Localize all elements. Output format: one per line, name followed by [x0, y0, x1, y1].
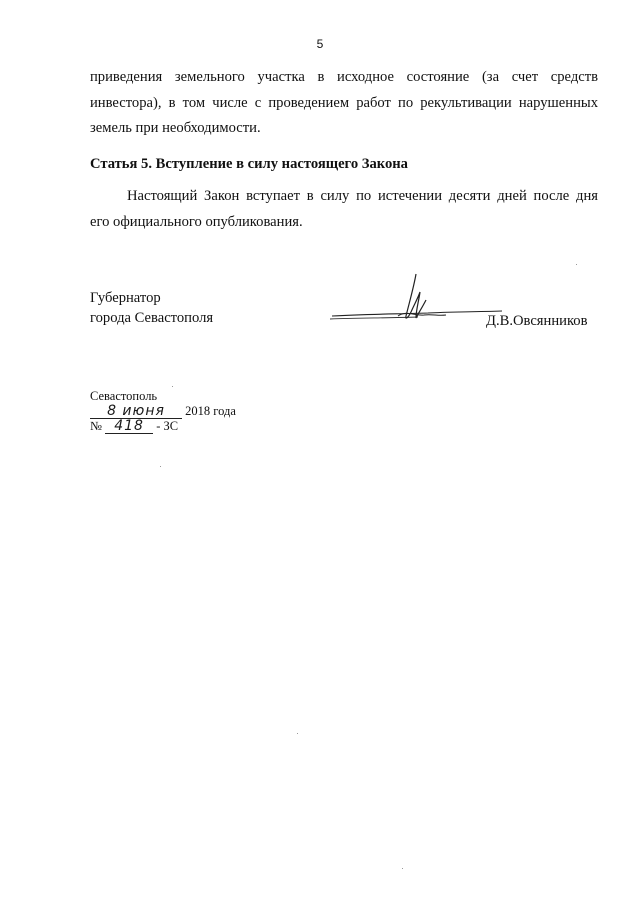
- scan-speck: [160, 466, 161, 467]
- scan-speck: [576, 264, 577, 265]
- issuance-city: Севастополь: [90, 389, 158, 403]
- handwritten-date: 8 июня: [107, 403, 165, 419]
- scan-speck: [172, 386, 173, 387]
- paragraph-line: приведения земельного участка в исходное состояние (за счет средств: [90, 69, 598, 85]
- issuance-block: [90, 389, 236, 434]
- signatory-title-line: города Севастополя: [90, 310, 214, 326]
- paragraph-entry-into-force: [90, 184, 598, 235]
- scan-speck: [297, 733, 298, 734]
- signatory-name: Д.В.Овсянников: [486, 313, 588, 329]
- paragraph-line: его официального опубликования.: [90, 213, 303, 230]
- signatory-title: [90, 288, 213, 328]
- number-blank: [105, 420, 153, 434]
- paragraph-line: земель при необходимости.: [90, 120, 261, 136]
- date-blank: [90, 405, 182, 419]
- paragraph-line: Настоящий Закон вступает в силу по истечении десяти дней после дня: [127, 188, 598, 204]
- issuance-number-row: [90, 419, 236, 434]
- issuance-year: 2018 года: [185, 404, 236, 418]
- number-sign: №: [90, 419, 102, 433]
- page-number: 5: [316, 37, 324, 51]
- paragraph-line: инвестора), в том числе с проведением работ по рекультивации нарушенных: [90, 94, 598, 111]
- handwritten-signature: [328, 272, 504, 328]
- article-title: Статья 5. Вступление в силу настоящего Закона: [90, 156, 408, 172]
- paragraph-continuation: [90, 65, 598, 142]
- issuance-date-row: [90, 404, 236, 419]
- handwritten-number: 418: [114, 418, 144, 434]
- signatory-title-line: Губернатор: [90, 290, 161, 306]
- number-suffix: - ЗС: [156, 419, 179, 433]
- scan-speck: [402, 868, 403, 869]
